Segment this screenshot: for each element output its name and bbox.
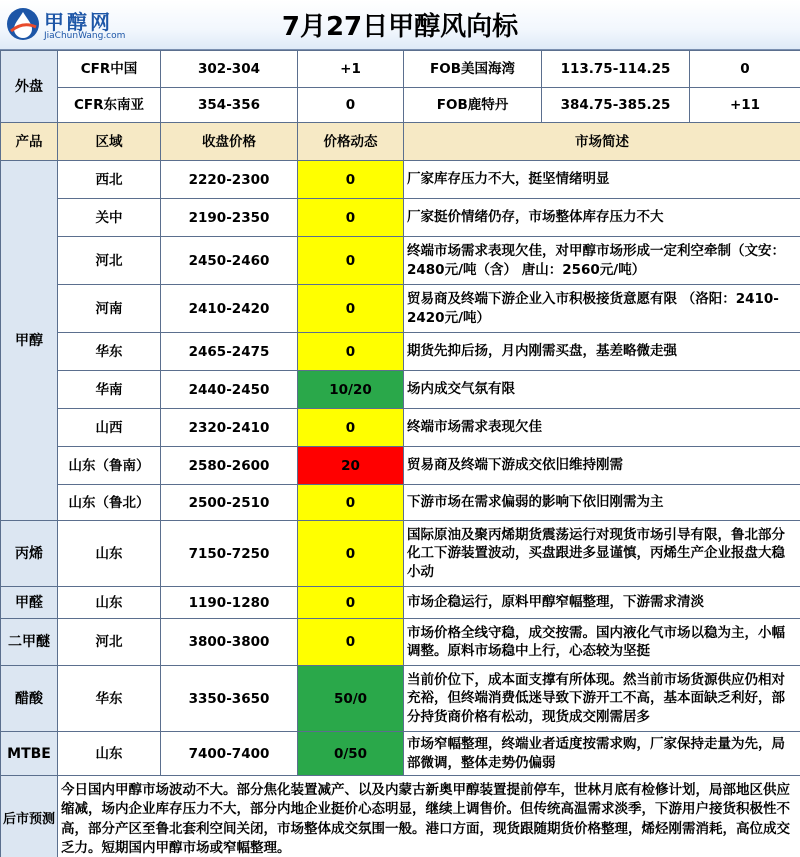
col-region: 区域 [58, 123, 161, 161]
move-cell: 0 [298, 485, 404, 521]
region-cell: 华东 [58, 666, 161, 732]
summary-cell: 下游市场在需求偏弱的影响下依旧刚需为主 [404, 485, 800, 521]
price-cell: 2500-2510 [161, 485, 298, 521]
page-title: 7月27日甲醇风向标 [281, 12, 519, 42]
price-cell: 7400-7400 [161, 732, 298, 776]
move-cell: 20 [298, 447, 404, 485]
table-row [1, 199, 800, 237]
product-cell: 二甲醚 [1, 619, 58, 666]
external-name: CFR东南亚 [58, 88, 161, 123]
table-row [1, 619, 800, 666]
summary-cell: 期货先抑后扬，月内刚需买盘，基差略微走强 [404, 333, 800, 371]
summary-cell: 厂家库存压力不大，挺坚情绪明显 [404, 161, 800, 199]
summary-cell: 厂家挺价情绪仍存，市场整体库存压力不大 [404, 199, 800, 237]
logo-name: 甲醇网 [44, 10, 113, 34]
move-cell: 0/50 [298, 732, 404, 776]
forecast-label: 后市预测 [1, 776, 58, 857]
move-cell: 0 [298, 619, 404, 666]
summary-cell: 场内成交气氛有限 [404, 371, 800, 409]
move-cell: 0 [298, 199, 404, 237]
move-cell: 0 [298, 237, 404, 285]
region-cell: 华东 [58, 333, 161, 371]
column-header-row [1, 123, 800, 161]
external-price: 302-304 [161, 51, 298, 88]
summary-cell: 终端市场需求表现欠佳，对甲醇市场形成一定利空牵制（文安：2480元/吨（含） 唐山：2560元/吨） [404, 237, 800, 285]
region-cell: 山东（鲁北） [58, 485, 161, 521]
summary-cell: 终端市场需求表现欠佳 [404, 409, 800, 447]
summary-cell: 国际原油及聚丙烯期货震荡运行对现货市场引导有限，鲁北部分化工下游装置波动，买盘跟进多显谨慎，丙烯生产企业报盘大稳小动 [404, 521, 800, 587]
summary-cell: 当前价位下，成本面支撑有所体现。然当前市场货源供应仍相对充裕，但终端消费低迷导致下游开工不高，基本面缺乏利好，部分持货商价格有松动，现货成交刚需居多 [404, 666, 800, 732]
price-cell: 2450-2460 [161, 237, 298, 285]
price-cell: 2220-2300 [161, 161, 298, 199]
product-cell: 丙烯 [1, 521, 58, 587]
table-row [1, 485, 800, 521]
summary-cell: 贸易商及终端下游企业入市积极接货意愿有限 （洛阳：2410-2420元/吨） [404, 285, 800, 333]
move-cell: 0 [298, 285, 404, 333]
logo [4, 4, 154, 46]
col-move: 价格动态 [298, 123, 404, 161]
table-row [1, 333, 800, 371]
summary-cell: 贸易商及终端下游成交依旧维持刚需 [404, 447, 800, 485]
table-row [1, 587, 800, 619]
price-table [0, 50, 800, 857]
external-row [1, 51, 800, 88]
move-cell: 50/0 [298, 666, 404, 732]
price-cell: 2190-2350 [161, 199, 298, 237]
price-cell: 2580-2600 [161, 447, 298, 485]
region-cell: 关中 [58, 199, 161, 237]
product-cell: 甲醛 [1, 587, 58, 619]
region-cell: 山东（鲁南） [58, 447, 161, 485]
external-change: +1 [298, 51, 404, 88]
table-row [1, 447, 800, 485]
forecast-text: 今日国内甲醇市场波动不大。部分焦化装置减产、以及内蒙古新奥甲醇装置提前停车，世林月底有检修计划，局部地区供应缩减，场内企业库存压力不大，部分内地企业挺价心态明显，继续上调售价。但传统高温需求淡季，下游用户接货积极性不高，部分产区至鲁北套利空间关闭，市场整体成交氛围一般。港口方面，现货跟随期货价格整理，烯烃刚需消耗，高位成交乏力。短期国内甲醇市场或窄幅整理。 [58, 776, 800, 857]
col-product: 产品 [1, 123, 58, 161]
table-row [1, 285, 800, 333]
move-cell: 0 [298, 161, 404, 199]
region-cell: 山东 [58, 732, 161, 776]
external-price: 384.75-385.25 [542, 88, 690, 123]
price-cell: 2410-2420 [161, 285, 298, 333]
external-row [1, 88, 800, 123]
table-row [1, 521, 800, 587]
forecast-row [1, 776, 800, 857]
col-summary: 市场简述 [404, 123, 800, 161]
external-name: FOB美国海湾 [404, 51, 542, 88]
external-price: 354-356 [161, 88, 298, 123]
region-cell: 河南 [58, 285, 161, 333]
product-cell: 醋酸 [1, 666, 58, 732]
price-cell: 3800-3800 [161, 619, 298, 666]
external-label: 外盘 [1, 51, 58, 123]
price-cell: 3350-3650 [161, 666, 298, 732]
logo-drop-icon [6, 7, 40, 41]
move-cell: 0 [298, 333, 404, 371]
move-cell: 0 [298, 409, 404, 447]
region-cell: 华南 [58, 371, 161, 409]
region-cell: 河北 [58, 237, 161, 285]
external-change: 0 [690, 51, 800, 88]
table-row [1, 732, 800, 776]
col-close: 收盘价格 [161, 123, 298, 161]
table-row [1, 161, 800, 199]
table-row [1, 371, 800, 409]
price-cell: 2465-2475 [161, 333, 298, 371]
summary-cell: 市场企稳运行，原料甲醇窄幅整理，下游需求清淡 [404, 587, 800, 619]
product-cell: MTBE [1, 732, 58, 776]
summary-cell: 市场价格全线守稳，成交按需。国内液化气市场以稳为主，小幅调整。原料市场稳中上行，心态较为坚挺 [404, 619, 800, 666]
region-cell: 河北 [58, 619, 161, 666]
price-cell: 2320-2410 [161, 409, 298, 447]
summary-cell: 市场窄幅整理，终端业者适度按需求购，厂家保持走量为先，局部微调，整体走势仍偏弱 [404, 732, 800, 776]
external-change: 0 [298, 88, 404, 123]
product-methanol: 甲醇 [1, 161, 58, 521]
external-price: 113.75-114.25 [542, 51, 690, 88]
region-cell: 山西 [58, 409, 161, 447]
move-cell: 10/20 [298, 371, 404, 409]
table-row [1, 409, 800, 447]
external-name: FOB鹿特丹 [404, 88, 542, 123]
external-change: +11 [690, 88, 800, 123]
move-cell: 0 [298, 587, 404, 619]
table-row [1, 237, 800, 285]
price-cell: 7150-7250 [161, 521, 298, 587]
region-cell: 西北 [58, 161, 161, 199]
region-cell: 山东 [58, 521, 161, 587]
table-row [1, 666, 800, 732]
region-cell: 山东 [58, 587, 161, 619]
move-cell: 0 [298, 521, 404, 587]
price-cell: 1190-1280 [161, 587, 298, 619]
external-name: CFR中国 [58, 51, 161, 88]
logo-url: JiaChunWang.com [44, 31, 126, 41]
header [0, 0, 800, 50]
price-cell: 2440-2450 [161, 371, 298, 409]
